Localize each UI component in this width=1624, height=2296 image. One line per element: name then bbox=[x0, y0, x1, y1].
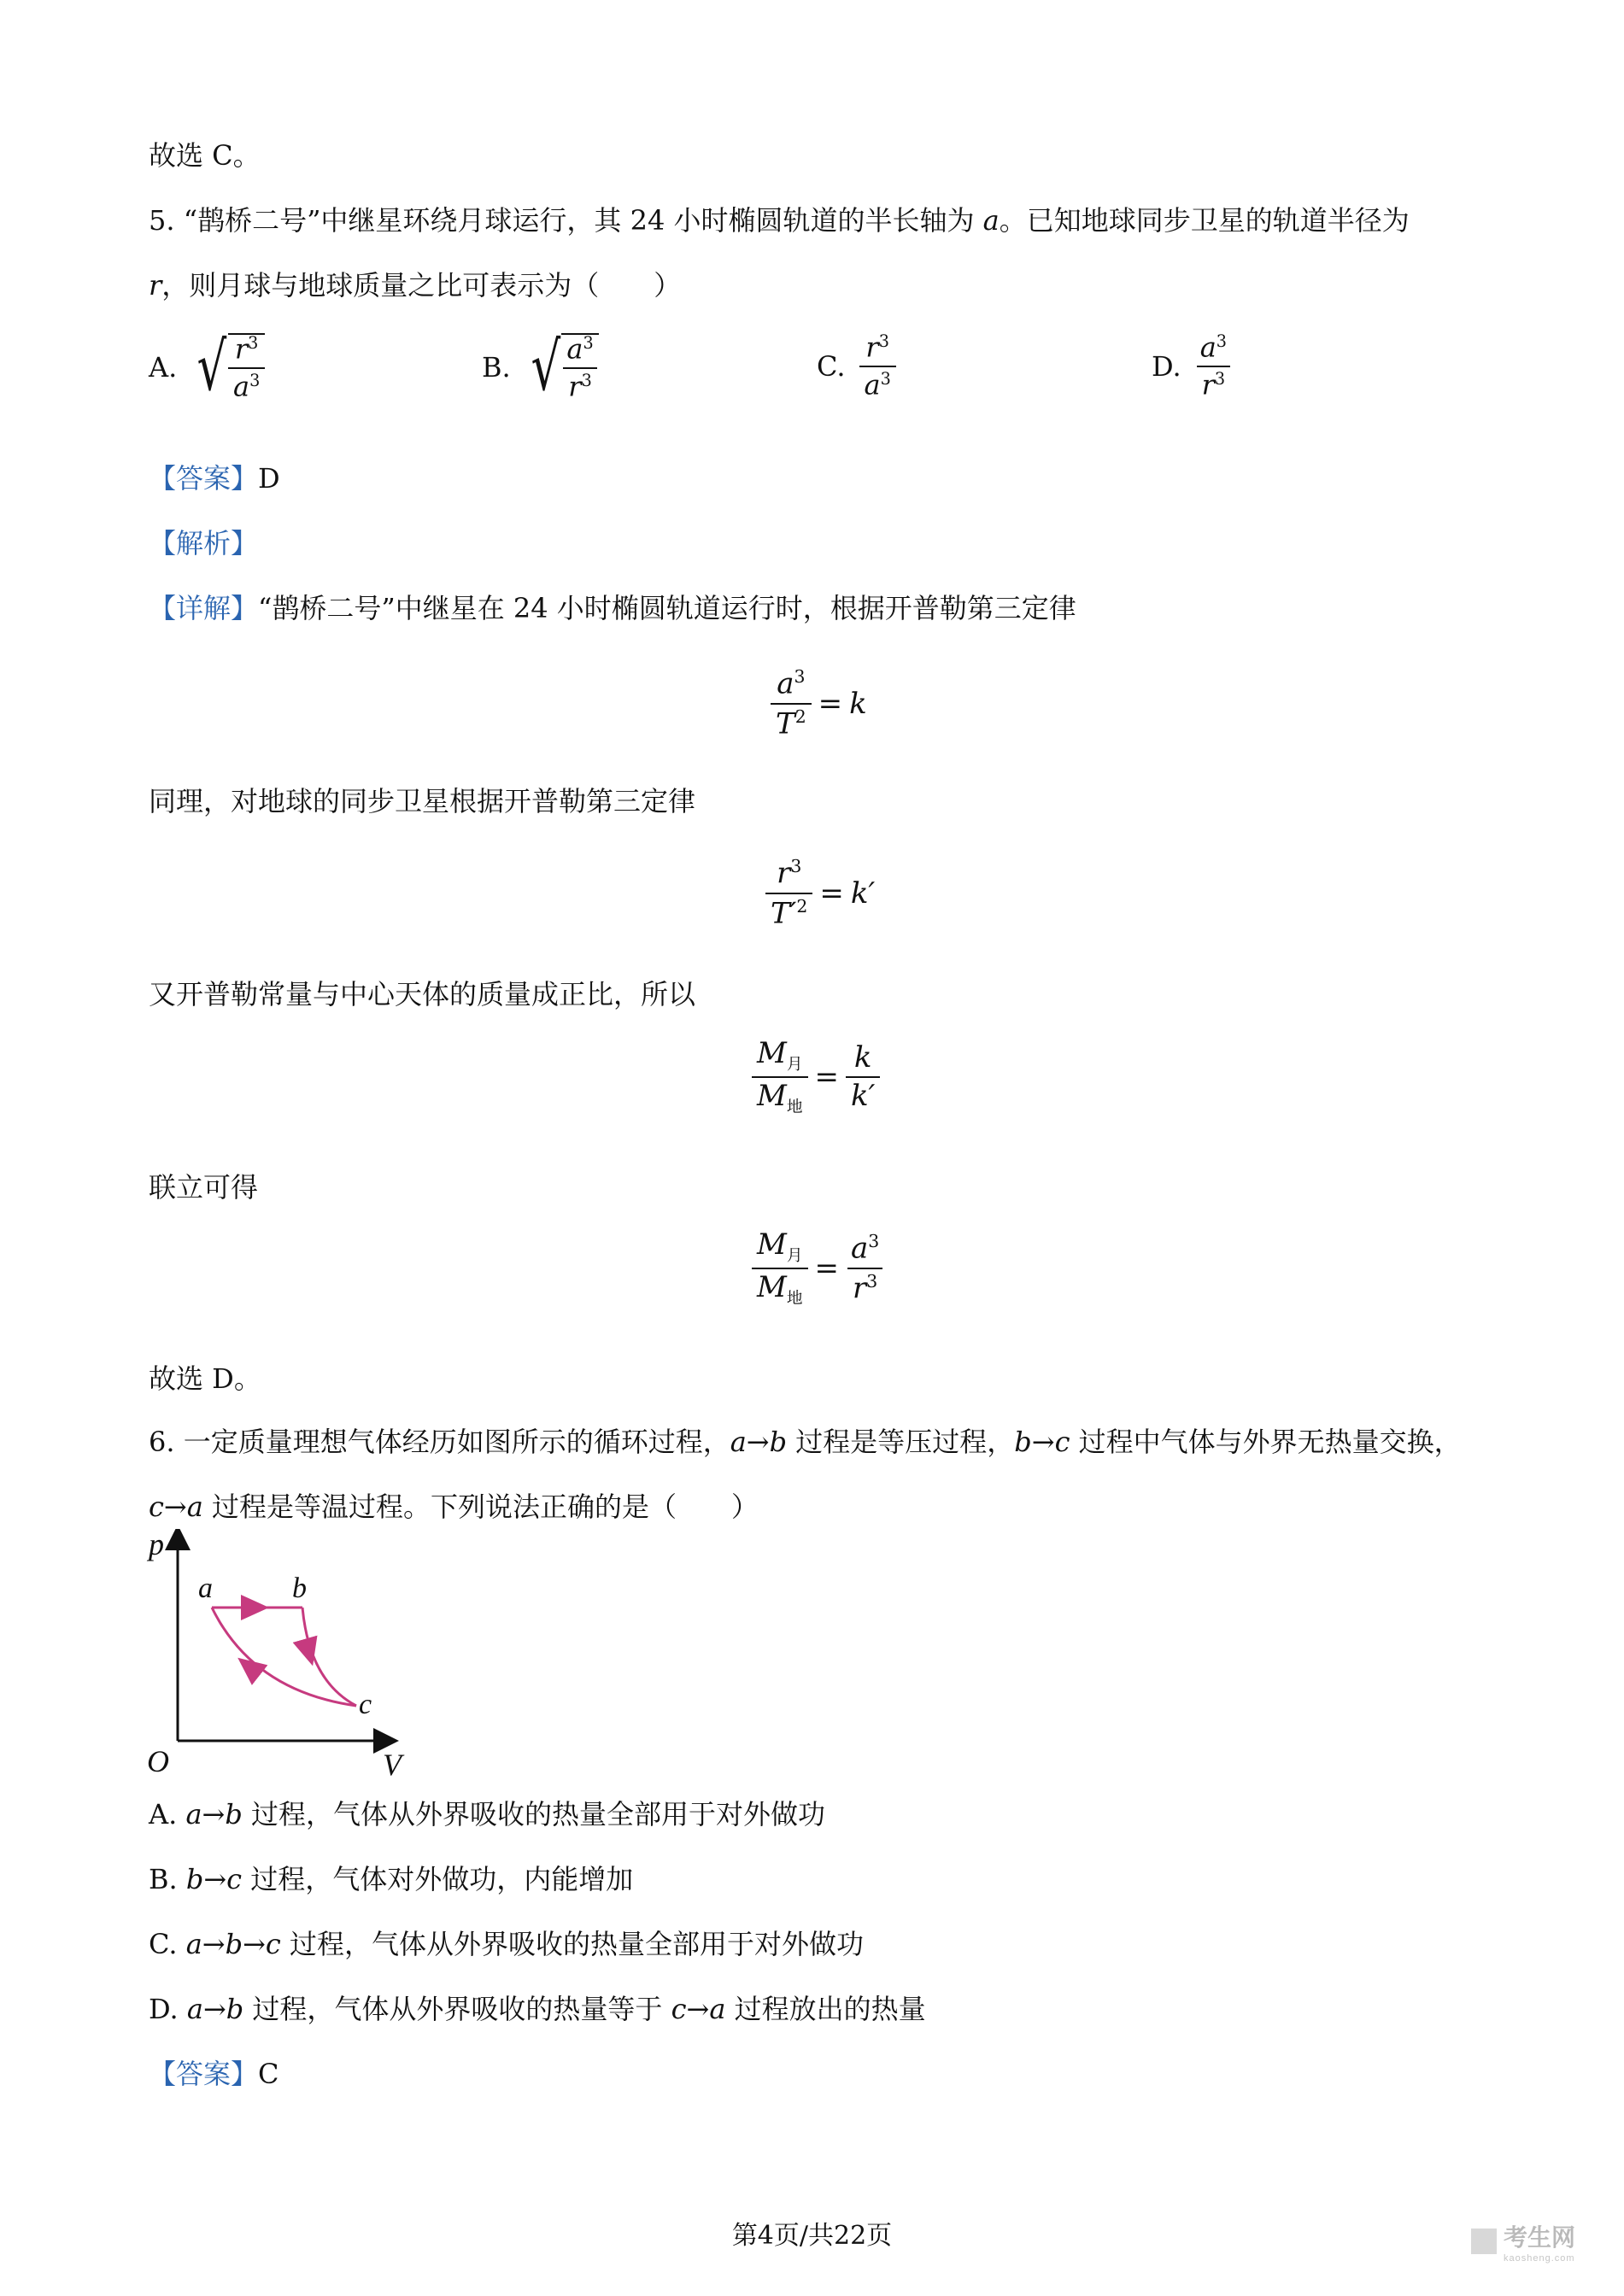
question-5-line-2 bbox=[149, 268, 681, 302]
equation-3: $\frac{M_月}{M_地}$ = $\frac{k}{k'}$ bbox=[752, 1039, 880, 1116]
watermark-logo bbox=[1471, 2219, 1575, 2264]
fraction: $\frac{a^3}{r^3}$ bbox=[561, 335, 598, 402]
question-5-line-1 bbox=[149, 203, 1410, 237]
point-label-b: b bbox=[292, 1573, 307, 1604]
option-label: C. bbox=[817, 350, 846, 384]
option-6c: C. a→b→c 过程，气体从外界吸收的热量全部用于对外做功 bbox=[149, 1928, 864, 1960]
logo-subtext: kaosheng.com bbox=[1504, 2253, 1575, 2264]
same-reasoning-text: 同理，对地球的同步卫星根据开普勒第三定律 bbox=[149, 785, 696, 817]
option-5c bbox=[817, 333, 896, 401]
point-label-c: c bbox=[359, 1689, 372, 1720]
fraction: $\frac{M_月}{M_地}$ bbox=[752, 1230, 808, 1308]
option-6d: D. a→b 过程，气体从外界吸收的热量等于 c→a 过程放出的热量 bbox=[149, 1993, 926, 2025]
question-6-line-2: c→a 过程是等温过程。下列说法正确的是（ ） bbox=[149, 1491, 759, 1523]
fraction: $\frac{a^3}{T^2}$ bbox=[771, 668, 812, 740]
option-label: A. bbox=[149, 351, 178, 384]
point-label-a: a bbox=[198, 1573, 213, 1604]
answer-label: 【答案】 bbox=[149, 2058, 259, 2090]
answer-5 bbox=[149, 461, 280, 495]
equation-1: $\frac{a^3}{T^2}$ = k bbox=[771, 668, 867, 740]
option-5a bbox=[149, 329, 265, 407]
fraction: $\frac{a^3}{r^3}$ bbox=[846, 1233, 884, 1304]
answer-6 bbox=[149, 2057, 279, 2091]
q5-var-r: r bbox=[149, 269, 162, 302]
option-6b: B. b→c 过程，气体对外做功，内能增加 bbox=[149, 1863, 634, 1895]
fraction: $\frac{a^3}{r^3}$ bbox=[1195, 333, 1232, 401]
answer-value: D bbox=[258, 462, 280, 495]
question-6-line-1: 6. 一定质量理想气体经历如图所示的循环过程，a→b 过程是等压过程，b→c 过程中气体与外界无热量交换， bbox=[149, 1426, 1462, 1458]
option-5d bbox=[1152, 333, 1232, 401]
radical-sign: √ bbox=[196, 329, 227, 407]
answer-value: C bbox=[258, 2058, 279, 2090]
option-6a: A. a→b 过程，气体从外界吸收的热量全部用于对外做功 bbox=[149, 1798, 826, 1830]
fraction: $\frac{r^3}{T'^2}$ bbox=[765, 858, 812, 929]
prev-answer-conclusion: 故选 C。 bbox=[149, 139, 261, 172]
q5-text-3: ，则月球与地球质量之比可表示为（ ） bbox=[161, 269, 682, 302]
detail-label: 【详解】 bbox=[149, 592, 259, 624]
kepler-constant-text: 又开普勒常量与中心天体的质量成正比，所以 bbox=[149, 978, 696, 1010]
option-5b bbox=[482, 329, 599, 407]
radical-sign: √ bbox=[531, 329, 560, 407]
analysis-label: 【解析】 bbox=[149, 527, 259, 559]
fraction: $\frac{r^3}{a^3}$ bbox=[859, 333, 896, 401]
q5-text-2: 。已知地球同步卫星的轨道半径为 bbox=[999, 204, 1410, 237]
q5-var-a: a bbox=[982, 204, 1000, 237]
origin-label: O bbox=[147, 1744, 169, 1778]
pv-diagram bbox=[145, 1529, 419, 1785]
fraction: $\frac{M_月}{M_地}$ bbox=[752, 1039, 808, 1116]
combine-text: 联立可得 bbox=[149, 1171, 259, 1204]
axis-label-p: p bbox=[149, 1529, 164, 1561]
fraction: $\frac{k}{k'}$ bbox=[846, 1043, 880, 1112]
detail-line bbox=[149, 591, 1076, 625]
fraction: $\frac{r^3}{a^3}$ bbox=[228, 335, 265, 402]
page-number: 第4页/共22页 bbox=[731, 2221, 893, 2251]
logo-icon bbox=[1471, 2229, 1497, 2254]
q5-text-1: 5. “鹊桥二号”中继星环绕月球运行，其 24 小时椭圆轨道的半长轴为 bbox=[149, 204, 983, 237]
logo-text: 考生网 bbox=[1504, 2224, 1576, 2251]
option-label: D. bbox=[1152, 350, 1181, 384]
option-label: B. bbox=[482, 351, 511, 384]
answer-label: 【答案】 bbox=[149, 462, 259, 495]
sqrt-expression bbox=[191, 329, 265, 407]
conclusion-5: 故选 D。 bbox=[149, 1362, 261, 1395]
axis-label-v: V bbox=[383, 1748, 402, 1782]
process-bc bbox=[302, 1608, 356, 1706]
detail-text: “鹊桥二号”中继星在 24 小时椭圆轨道运行时，根据开普勒第三定律 bbox=[258, 592, 1076, 624]
equation-4: $\frac{M_月}{M_地}$ = $\frac{a^3}{r^3}$ bbox=[752, 1230, 884, 1308]
equation-2: $\frac{r^3}{T'^2}$ = k′ bbox=[765, 858, 875, 929]
sqrt-expression bbox=[525, 329, 599, 407]
